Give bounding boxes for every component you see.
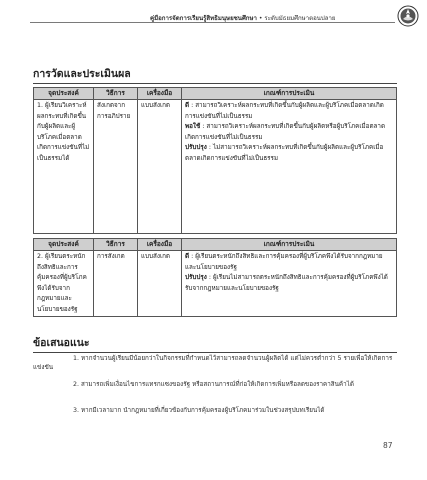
evaluation-table-2 [33,238,397,317]
header-objective: จุดประสงค์ [34,239,94,251]
suggestion-text: 1. หากจำนวนผู้เรียนมีน้อยกว่าในกิจกรรมที่กำหนดไว้สามารถลดจำนวนผู้ผลิตได้ แต่ไม่ควรต่ำกว่า 5 รายเพื่อให้เกิดการแข่งขัน [33,355,393,371]
evaluation-table-1 [33,87,397,234]
header-criteria: เกณฑ์การประเมิน [182,88,397,100]
table-header-row [34,88,397,100]
criteria-text: : ผู้เรียนตระหนักถึงสิทธิและการคุ้มครองที่ผู้บริโภคพึงได้รับจากกฎหมายและนโยบายของรัฐ [185,253,383,271]
criteria-label: ดี [185,253,190,260]
cell-tool: แบบสังเกต [138,251,182,317]
header-method: วิธีการ [94,88,138,100]
suggestion-item-3 [33,406,397,415]
criteria-improve [185,273,393,294]
header-title-sub: • ระดับมัธยมศึกษาตอนปลาย [256,15,336,22]
cell-objective: 1. ผู้เรียนวิเคราะห์ผลกระทบที่เกิดขึ้นกับผู้ผลิตและผู้บริโภคเมื่อตลาดเกิดการแข่งขันที่ไม่เป็นธรรมได้ [34,100,94,234]
cell-tool: แบบสังเกต [138,100,182,234]
header-method: วิธีการ [94,239,138,251]
page-number: 87 [383,441,393,450]
section-heading-evaluation: การวัดและประเมินผล [33,65,397,84]
cell-criteria [182,251,397,317]
criteria-label: ปรับปรุง [185,144,207,151]
criteria-text: : ผู้เรียนไม่สามารถตระหนักถึงสิทธิและการคุ้มครองที่ผู้บริโภคพึงได้รับจากกฎหมายและนโยบายของรัฐ [185,274,388,292]
criteria-good [185,101,393,122]
header-criteria: เกณฑ์การประเมิน [182,239,397,251]
criteria-good [185,252,393,273]
header-rule [30,22,395,23]
criteria-label: พอใช้ [185,123,201,130]
header-tool: เครื่องมือ [138,88,182,100]
cell-criteria [182,100,397,234]
header-objective: จุดประสงค์ [34,88,94,100]
criteria-fair [185,122,393,143]
criteria-label: ปรับปรุง [185,274,207,281]
cell-method: สังเกตจากการอภิปราย [94,100,138,234]
header-title-main: คู่มือการจัดการเรียนรู้สิทธิมนุษยชนศึกษา [150,15,257,22]
section-heading-suggestions: ข้อเสนอแนะ [33,334,397,353]
institution-seal-icon [397,5,419,27]
suggestion-item-1 [33,354,397,372]
suggestion-item-2 [33,380,397,389]
table-header-row [34,239,397,251]
suggestion-text: 3. หากมีเวลามาก นำกฎหมายที่เกี่ยวข้องกับการคุ้มครองผู้บริโภคมาร่วมในช่วงสรุปบทเรียนได้ [73,407,325,414]
table-row [34,100,397,234]
criteria-text: : สามารถวิเคราะห์ผลกระทบที่เกิดขึ้นกับผู้ผลิตและผู้บริโภคเมื่อตลาดเกิดการแข่งขันที่ไม่เป็นธรรม [185,102,384,120]
criteria-text: : ไม่สามารถวิเคราะห์ผลกระทบที่เกิดขึ้นกับผู้ผลิตและผู้บริโภคเมื่อตลาดเกิดการแข่งขันที่ไม่เป็นธรรม [185,144,384,162]
criteria-improve [185,143,393,164]
criteria-text: : สามารถวิเคราะห์ผลกระทบที่เกิดขึ้นกับผู้ผลิตหรือผู้บริโภคเมื่อตลาดเกิดการแข่งขันที่ไม่เป็นธรรม [185,123,386,141]
suggestion-text: 2. สามารถเพิ่มเงื่อนไขการแทรกแซงของรัฐ หรือสถานการณ์ที่ก่อให้เกิดการเพิ่มหรือลดของราคาสินค้าได้ [73,381,354,388]
table-row [34,251,397,317]
cell-method: การสังเกต [94,251,138,317]
header-tool: เครื่องมือ [138,239,182,251]
cell-objective: 2. ผู้เรียนตระหนักถึงสิทธิและการคุ้มครองที่ผู้บริโภคพึงได้รับจากกฎหมายและนโยบายของรัฐ [34,251,94,317]
criteria-label: ดี [185,102,190,109]
